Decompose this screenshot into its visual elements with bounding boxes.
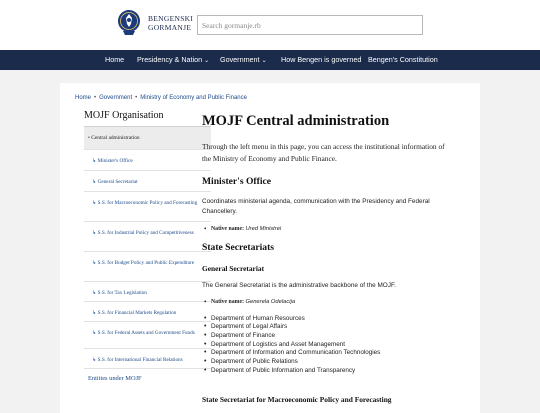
brand-line-2: GORMANJE — [148, 23, 192, 32]
sidebar-item-label: ↳ S.S. for Federal Assets and Government Funds — [92, 330, 195, 336]
sidebar-item-ministers-office[interactable] — [84, 150, 211, 171]
ministers-office-description: Coordinates ministerial agenda, communication with the Presidency and Federal Chancellery. — [202, 198, 430, 215]
chevron-down-icon: ⌄ — [261, 58, 267, 64]
intro-paragraph: Through the left menu in this page, you can access the institutional information of the Ministry of Economy and Public Finance. — [202, 142, 445, 163]
sidebar-item-label: ↳ S.S. for Industrial Policy and Competitiveness — [92, 230, 194, 236]
sidebar-item-central-administration[interactable] — [84, 127, 211, 150]
sidebar-title: MOJF Organisation — [84, 110, 164, 121]
native-name-item — [211, 225, 281, 233]
native-name-value: Ured Ministrei — [245, 226, 282, 232]
site-header — [0, 0, 540, 50]
nav-item-label: Government — [220, 55, 260, 64]
native-name-label: Native name: — [211, 299, 245, 305]
list-item: • Department of Legal Affairs — [211, 323, 287, 331]
list-item: • Department of Information and Communication Technologies — [211, 349, 380, 357]
nav-item-constitution[interactable] — [368, 50, 438, 70]
sidebar-item-entities[interactable] — [84, 368, 211, 388]
sidebar-item-general-secretariat[interactable] — [84, 171, 211, 192]
breadcrumb-separator: • — [94, 95, 97, 101]
native-name-label: Native name: — [211, 226, 245, 232]
section-heading-state-secretariats: State Secretariats — [202, 242, 275, 253]
breadcrumb — [75, 95, 247, 101]
list-item: • Department of Public Relations — [211, 358, 298, 366]
page-title: MOJF Central administration — [202, 113, 390, 129]
native-name-item — [211, 298, 295, 306]
sidebar-item-label: ↳ S.S. for Tax Legislation — [92, 290, 147, 296]
nav-item-home[interactable] — [105, 50, 124, 70]
list-item: • Department of Logistics and Asset Management — [211, 341, 345, 349]
list-item: • Department of Finance — [211, 332, 275, 340]
breadcrumb-item-government[interactable]: Government — [99, 95, 133, 101]
sidebar-item-label: • Central administration — [88, 135, 140, 141]
nav-item-how-governed[interactable] — [281, 50, 361, 70]
sidebar-item-label: ↳ Minister's Office — [92, 158, 133, 164]
section-heading-ministers-office: Minister's Office — [202, 176, 271, 187]
site-logo[interactable] — [117, 9, 193, 37]
sidebar-item-label: ↳ S.S. for International Financial Relations — [92, 357, 183, 363]
nav-item-label: Presidency & Nation — [137, 55, 203, 64]
subsection-heading-macroeconomic: State Secretariat for Macroeconomic Policy and Forecasting — [202, 395, 392, 404]
nav-item-label: Bengen's Constitution — [368, 55, 438, 64]
search-input[interactable] — [197, 15, 423, 35]
nav-item-label: How Bengen is governed — [281, 55, 362, 64]
coat-of-arms-icon — [117, 9, 141, 37]
sidebar-item-budget-policy[interactable] — [84, 252, 211, 282]
chevron-down-icon: ⌄ — [204, 58, 210, 64]
nav-item-government[interactable] — [220, 50, 267, 70]
nav-item-label: Home — [105, 55, 125, 64]
sidebar-item-tax-legislation[interactable] — [84, 282, 211, 302]
breadcrumb-item-home[interactable]: Home — [75, 95, 92, 101]
list-item: • Department of Human Resources — [211, 315, 305, 323]
sidebar-item-financial-markets[interactable] — [84, 302, 211, 322]
sidebar-item-label: ↳ S.S. for Financial Markets Regulation — [92, 310, 177, 316]
general-secretariat-description: The General Secretariat is the administrative backbone of the MOJF. — [202, 282, 396, 289]
brand-line-1: BENGENSKI — [148, 14, 194, 23]
sidebar-item-label: ↳ S.S. for Macroeconomic Policy and Forecasting — [92, 200, 198, 206]
native-name-value: Generela Odelacija — [245, 299, 296, 305]
nav-item-presidency[interactable] — [137, 50, 209, 70]
main-nav — [0, 50, 540, 70]
sidebar-item-label: Entities under MOJF — [88, 375, 142, 382]
sidebar-item-federal-assets[interactable] — [84, 322, 211, 349]
breadcrumb-item-ministry[interactable]: Ministry of Economy and Public Finance — [140, 95, 247, 101]
list-item: • Department of Public Information and Transparency — [211, 367, 355, 375]
sidebar-item-label: ↳ S.S. for Budget Policy and Public Expenditure — [92, 260, 195, 266]
sidebar-item-macroeconomic-policy[interactable] — [84, 192, 211, 222]
brand-name — [148, 14, 193, 32]
sidebar-item-label: ↳ General Secretariat — [92, 179, 138, 185]
subsection-heading-general-secretariat: General Secretariat — [202, 264, 265, 273]
sidebar-item-industrial-policy[interactable] — [84, 222, 211, 252]
sidebar-item-international-relations[interactable] — [84, 349, 211, 369]
breadcrumb-separator: • — [135, 95, 138, 101]
